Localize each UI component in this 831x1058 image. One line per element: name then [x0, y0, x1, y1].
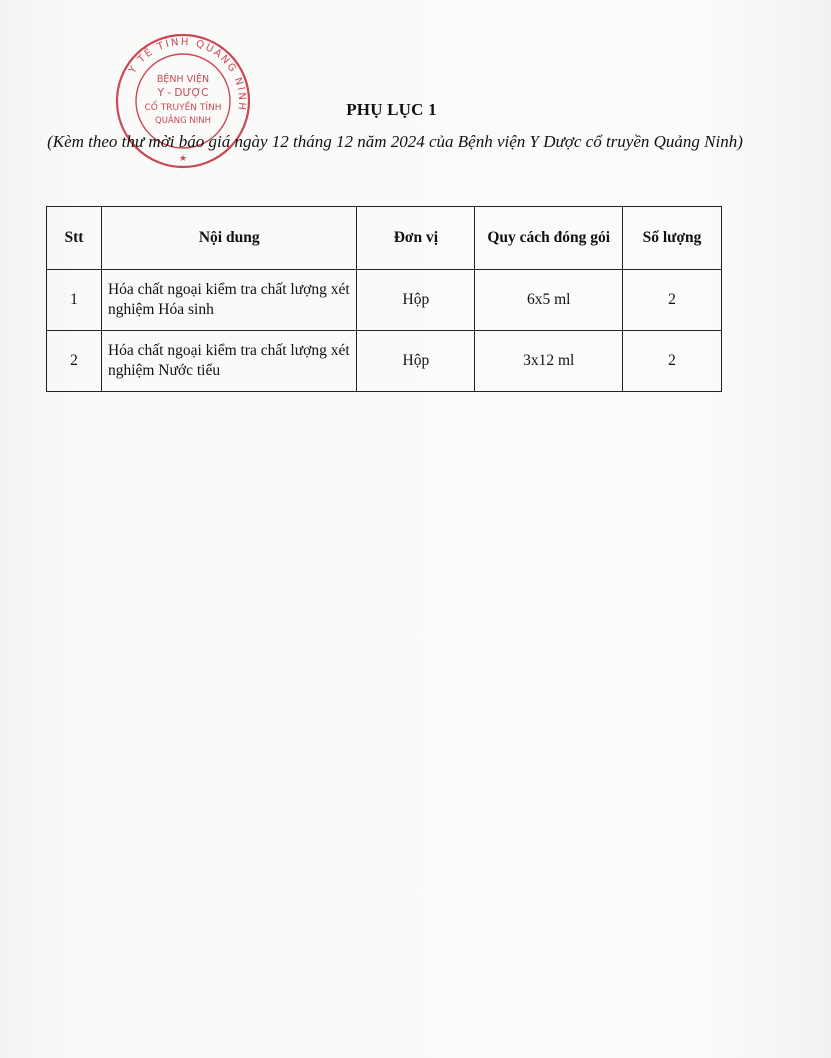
- cell-stt: 1: [47, 270, 102, 331]
- appendix-title: PHỤ LỤC 1: [346, 100, 437, 119]
- stamp-line-4: QUẢNG NINH: [155, 116, 211, 126]
- header-quantity: Số lượng: [623, 207, 722, 270]
- cell-content: Hóa chất ngoại kiểm tra chất lượng xét nghiệm Hóa sinh: [101, 270, 357, 331]
- stamp-line-1: BỆNH VIỆN: [156, 74, 210, 85]
- header-stt: Stt: [47, 207, 102, 270]
- cell-packing: 6x5 ml: [475, 270, 623, 331]
- table-row: [47, 331, 722, 392]
- table-row: [47, 270, 722, 331]
- items-table: [46, 206, 722, 392]
- header-unit: Đơn vị: [357, 207, 475, 270]
- table-header-row: [47, 207, 722, 270]
- appendix-subtitle: (Kèm theo thư mời báo giá ngày 12 tháng 12 năm 2024 của Bệnh viện Y Dược cổ truyền Quảng Ninh): [47, 132, 743, 151]
- cell-quantity: 2: [623, 270, 722, 331]
- cell-unit: Hộp: [357, 331, 475, 392]
- stamp-ring-text: Y TẾ TỈNH QUẢNG NINH: [127, 36, 248, 113]
- cell-content: Hóa chất ngoại kiểm tra chất lượng xét nghiệm Nước tiểu: [101, 331, 357, 392]
- cell-stt: 2: [47, 331, 102, 392]
- header-content: Nội dung: [101, 207, 357, 270]
- cell-packing: 3x12 ml: [475, 331, 623, 392]
- stamp-line-3: CỔ TRUYỀN TỈNH: [144, 103, 222, 113]
- cell-unit: Hộp: [357, 270, 475, 331]
- cell-quantity: 2: [623, 331, 722, 392]
- stamp-star-icon: ★: [178, 154, 188, 164]
- stamp-line-2: Y - DƯỢC: [157, 87, 209, 99]
- header-packing: Quy cách đóng gói: [475, 207, 623, 270]
